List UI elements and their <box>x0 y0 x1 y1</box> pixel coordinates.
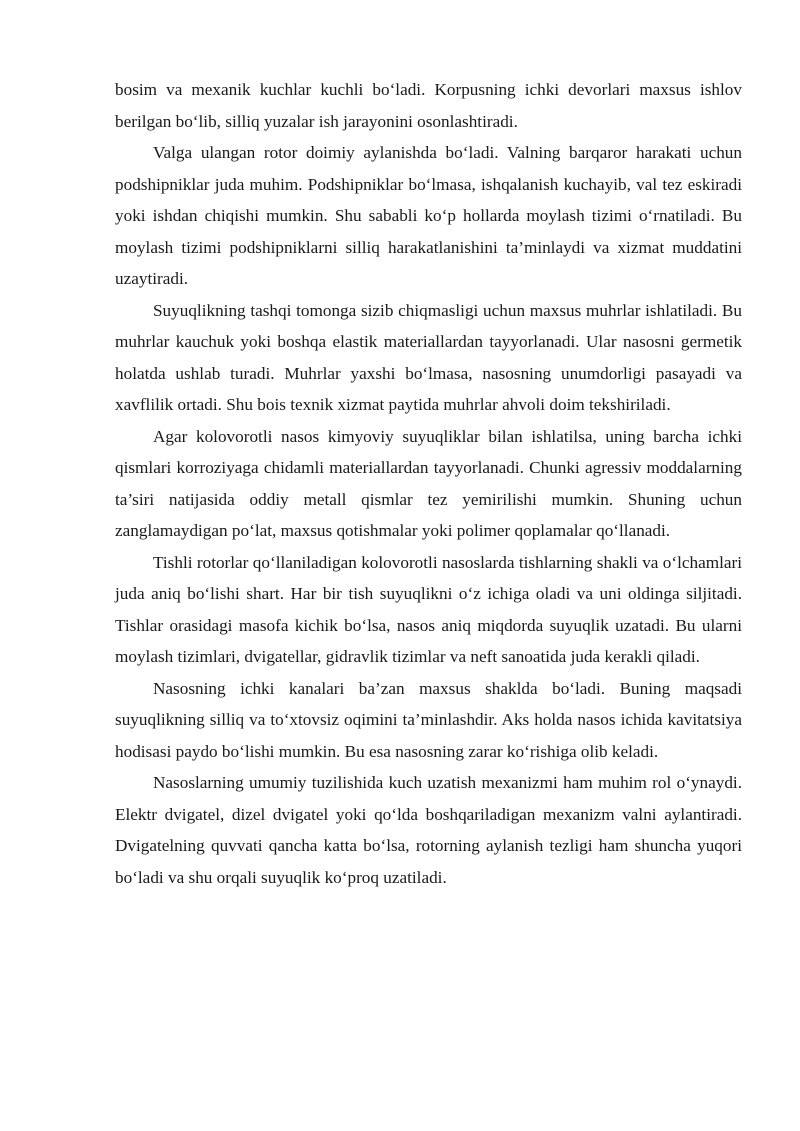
paragraph-3: Suyuqlikning tashqi tomonga sizib chiqmasligi uchun maxsus muhrlar ishlatiladi. Bu muhrlar kauchuk yoki boshqa elastik materiallardan tayyorlanadi. Ular nasosni germetik holatda ushlab turadi. Muhrlar yaxshi bo‘lmasa, nasosning unumdorligi pasayadi va xavflilik ortadi. Shu bois texnik xizmat paytida muhrlar ahvoli doim tekshiriladi. <box>115 300 742 414</box>
document-body <box>115 74 742 893</box>
paragraph-6: Nasosning ichki kanalari ba’zan maxsus shaklda bo‘ladi. Buning maqsadi suyuqlikning silliq va to‘xtovsiz oqimini ta’minlashdir. Aks holda nasos ichida kavitatsiya hodisasi paydo bo‘lishi mumkin. Bu esa nasosning zarar ko‘rishiga olib keladi. <box>115 678 742 761</box>
paragraph-7: Nasoslarning umumiy tuzilishida kuch uzatish mexanizmi ham muhim rol o‘ynaydi. Elektr dvigatel, dizel dvigatel yoki qo‘lda boshqariladigan mexanizm valni aylantiradi. Dvigatelning quvvati qancha katta bo‘lsa, rotorning aylanish tezligi ham shuncha yuqori bo‘ladi va shu orqali suyuqlik ko‘proq uzatiladi. <box>115 773 742 887</box>
paragraph-2: Valga ulangan rotor doimiy aylanishda bo‘ladi. Valning barqaror harakati uchun podshipniklar juda muhim. Podshipniklar bo‘lmasa, ishqalanish kuchayib, val tez eskiradi yoki ishdan chiqishi mumkin. Shu sababli ko‘p hollarda moylash tizimi o‘rnatiladi. Bu moylash tizimi podshipniklarni silliq harakatlanishini ta’minlaydi va xizmat muddatini uzaytiradi. <box>115 143 742 288</box>
paragraph-4: Agar kolovorotli nasos kimyoviy suyuqliklar bilan ishlatilsa, uning barcha ichki qismlari korroziyaga chidamli materiallardan tayyorlanadi. Chunki agressiv moddalarning ta’siri natijasida oddiy metall qismlar tez yemirilishi mumkin. Shuning uchun zanglamaydigan po‘lat, maxsus qotishmalar yoki polimer qoplamalar qo‘llanadi. <box>115 426 742 540</box>
paragraph-5: Tishli rotorlar qo‘llaniladigan kolovorotli nasoslarda tishlarning shakli va o‘lchamlari juda aniq bo‘lishi shart. Har bir tish suyuqlikni o‘z ichiga oladi va uni oldinga siljitadi. Tishlar orasidagi masofa kichik bo‘lsa, nasos aniq miqdorda suyuqlik uzatadi. Bu ularni moylash tizimlari, dvigatellar, gidravlik tizimlar va neft sanoatida juda kerakli qiladi. <box>115 552 742 666</box>
paragraph-1: bosim va mexanik kuchlar kuchli bo‘ladi. Korpusning ichki devorlari maxsus ishlov berilgan bo‘lib, silliq yuzalar ish jarayonini osonlashtiradi. <box>115 80 742 131</box>
